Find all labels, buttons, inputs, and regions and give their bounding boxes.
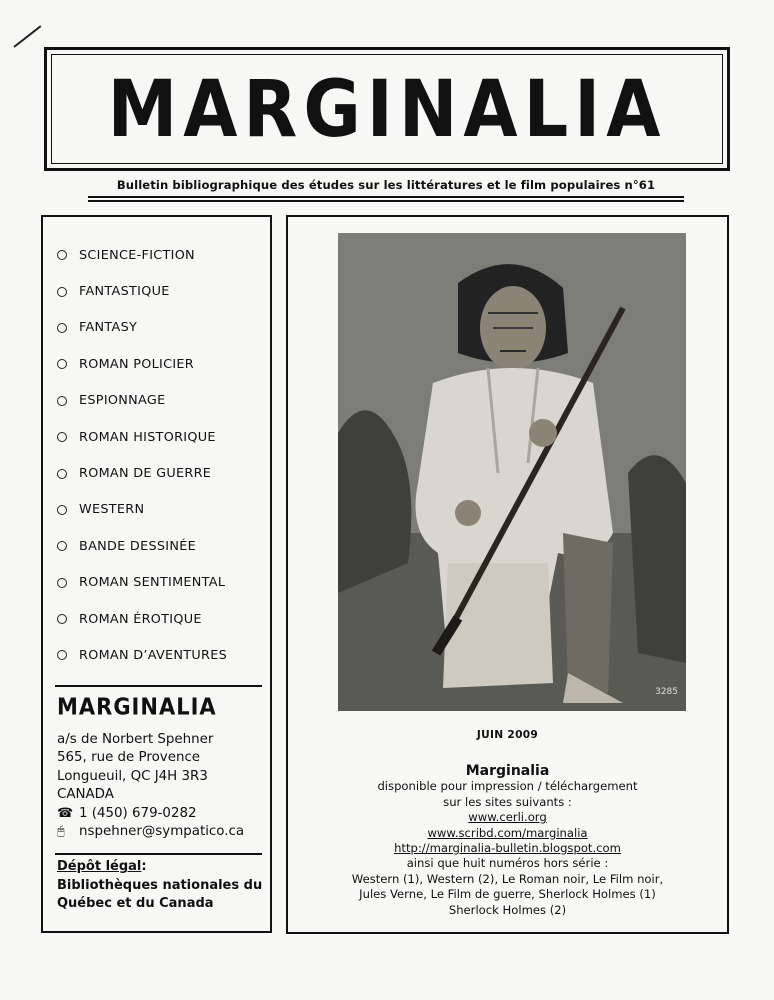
availability-line: disponible pour impression / téléchargement xyxy=(377,779,638,794)
genre-label: ESPIONNAGE xyxy=(79,393,166,409)
circle-bullet-icon xyxy=(57,650,67,660)
right-column-box xyxy=(286,215,729,934)
masthead xyxy=(44,47,730,171)
mouse-icon: 🖰 xyxy=(57,824,65,840)
circle-bullet-icon xyxy=(57,323,67,333)
depot-title-colon: : xyxy=(141,859,147,874)
genre-item xyxy=(57,419,227,455)
address-divider xyxy=(55,685,262,687)
special-issues-line: Jules Verne, Le Film de guerre, Sherlock Holmes (1) xyxy=(359,887,656,902)
cover-photo-illustration xyxy=(338,233,686,711)
telephone-icon: ☎ xyxy=(57,805,74,821)
special-issues-line: Western (1), Western (2), Le Roman noir, Le Film noir, xyxy=(351,871,664,886)
address-line: Longueuil, QC J4H 3R3 xyxy=(57,768,208,784)
address-title: MARGINALIA xyxy=(57,693,217,721)
link-cerli[interactable]: www.cerli.org xyxy=(468,810,547,825)
link-blogspot[interactable]: http://marginalia-bulletin.blogspot.com xyxy=(394,841,621,856)
circle-bullet-icon xyxy=(57,578,67,588)
genre-item xyxy=(57,492,227,528)
depot-line: Québec et du Canada xyxy=(57,896,214,911)
depot-title-text: Dépôt légal xyxy=(57,859,142,874)
genre-label: ROMAN DE GUERRE xyxy=(79,466,212,482)
address-line: 565, rue de Provence xyxy=(57,750,201,766)
availability-title: Marginalia xyxy=(465,763,550,779)
genre-label: ROMAN ÉROTIQUE xyxy=(79,611,202,627)
genre-label: SCIENCE-FICTION xyxy=(79,247,195,263)
availability-block xyxy=(288,764,727,918)
corner-pen-mark xyxy=(13,25,41,48)
phone-number: 1 (450) 679-0282 xyxy=(79,805,197,821)
genre-item xyxy=(57,310,227,346)
circle-bullet-icon xyxy=(57,541,67,551)
depot-text xyxy=(57,877,267,913)
circle-bullet-icon xyxy=(57,505,67,515)
address-line: a/s de Norbert Spehner xyxy=(57,732,214,747)
email-address[interactable]: nspehner@sympatico.ca xyxy=(79,824,245,840)
masthead-title: MARGINALIA xyxy=(107,63,667,155)
circle-bullet-icon xyxy=(57,396,67,406)
genre-item xyxy=(57,455,227,491)
genre-label: FANTASY xyxy=(79,320,138,336)
genre-item xyxy=(57,383,227,419)
genre-item xyxy=(57,346,227,382)
genre-label: ROMAN D’AVENTURES xyxy=(79,647,228,663)
genre-label: ROMAN POLICIER xyxy=(79,356,194,372)
genre-item xyxy=(57,601,227,637)
subtitle-rule-top xyxy=(88,196,684,198)
circle-bullet-icon xyxy=(57,359,67,369)
address-block xyxy=(57,731,244,841)
depot-line: Bibliothèques nationales du xyxy=(57,878,263,893)
circle-bullet-icon xyxy=(57,250,67,260)
genre-item xyxy=(57,637,227,673)
circle-bullet-icon xyxy=(57,469,67,479)
email-row xyxy=(57,823,244,841)
genre-label: ROMAN HISTORIQUE xyxy=(79,429,216,445)
genre-label: FANTASTIQUE xyxy=(79,284,170,300)
special-issues-line: Sherlock Holmes (2) xyxy=(448,902,567,917)
genre-item xyxy=(57,237,227,273)
depot-divider xyxy=(55,853,262,855)
subtitle-rule-bottom xyxy=(88,200,684,202)
special-issues-intro: ainsi que huit numéros hors série : xyxy=(406,856,609,871)
genre-item xyxy=(57,528,227,564)
genre-label: WESTERN xyxy=(79,502,145,518)
genre-list xyxy=(57,237,227,674)
address-line: CANADA xyxy=(57,787,114,803)
genre-label: BANDE DESSINÉE xyxy=(79,538,197,554)
subtitle: Bulletin bibliographique des études sur les littératures et le film populaires n°61 xyxy=(116,178,656,192)
link-scribd[interactable]: www.scribd.com/marginalia xyxy=(427,825,588,840)
phone-row xyxy=(57,805,244,823)
left-column-box xyxy=(41,215,272,933)
genre-item xyxy=(57,273,227,309)
genre-item xyxy=(57,565,227,601)
availability-line: sur les sites suivants : xyxy=(443,794,572,809)
depot-title xyxy=(57,859,147,874)
photo-catalog-number: 3285 xyxy=(655,687,678,697)
circle-bullet-icon xyxy=(57,432,67,442)
circle-bullet-icon xyxy=(57,287,67,297)
issue-date: JUIN 2009 xyxy=(476,729,539,741)
masthead-inner-frame xyxy=(51,54,723,164)
cover-photo xyxy=(338,233,686,711)
genre-label: ROMAN SENTIMENTAL xyxy=(79,575,226,591)
circle-bullet-icon xyxy=(57,614,67,624)
